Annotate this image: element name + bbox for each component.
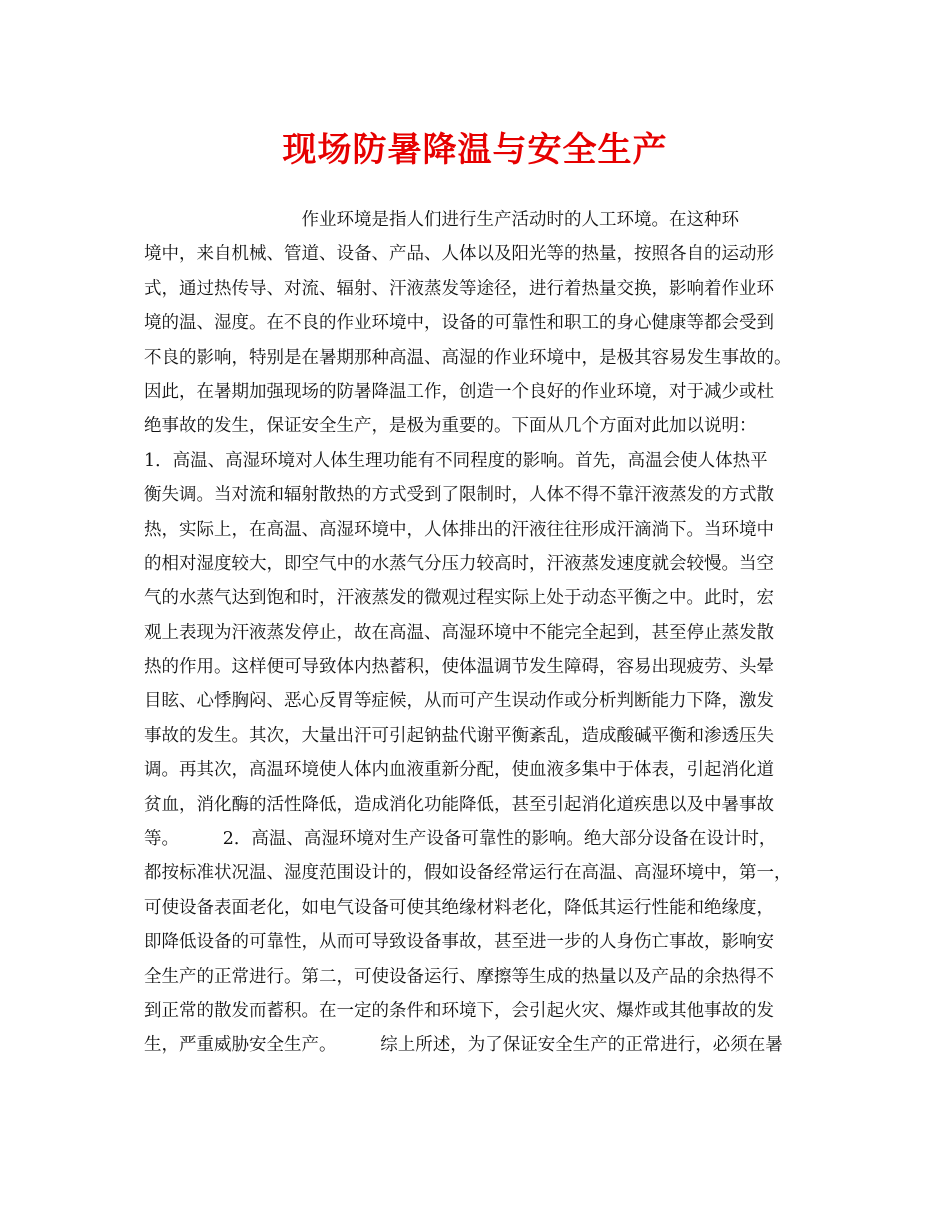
- body-line: 式，通过热传导、对流、辐射、汗液蒸发等途径，进行着热量交换，影响着作业环: [144, 278, 774, 299]
- body-line: 即降低设备的可靠性，从而可导致设备事故，甚至进一步的人身伤亡事故，影响安: [144, 932, 774, 953]
- body-line: 到正常的散发而蓄积。在一定的条件和环境下，会引起火灾、爆炸或其他事故的发: [144, 1000, 774, 1021]
- body-line: 热，实际上，在高温、高湿环境中，人体排出的汗液往往形成汗滴淌下。当环境中: [144, 519, 774, 540]
- body-line: 气的水蒸气达到饱和时，汗液蒸发的微观过程实际上处于动态平衡之中。此时，宏: [144, 588, 774, 609]
- body-line: 全生产的正常进行。第二，可使设备运行、摩擦等生成的热量以及产品的余热得不: [144, 966, 774, 987]
- body-line: 因此，在暑期加强现场的防暑降温工作，创造一个良好的作业环境，对于减少或杜: [144, 381, 774, 402]
- body-line: 衡失调。当对流和辐射散热的方式受到了限制时，人体不得不靠汗液蒸发的方式散: [144, 485, 774, 506]
- body-line: 等。 2．高温、高湿环境对生产设备可靠性的影响。绝大部分设备在设计时，: [144, 829, 777, 850]
- document-title: 现场防暑降温与安全生产: [282, 130, 668, 170]
- body-line: 贫血，消化酶的活性降低，造成消化功能降低，甚至引起消化道疾患以及中暑事故: [144, 794, 774, 815]
- body-line: 可使设备表面老化，如电气设备可使其绝缘材料老化，降低其运行性能和绝缘度，: [144, 897, 774, 918]
- body-line: 不良的影响，特别是在暑期那种高温、高湿的作业环境中，是极其容易发生事故的。: [144, 347, 792, 368]
- document-body: [144, 203, 834, 1063]
- body-line: 的相对湿度较大，即空气中的水蒸气分压力较高时，汗液蒸发速度就会较慢。当空: [144, 553, 774, 574]
- body-line: 目眩、心悸胸闷、恶心反胃等症候，从而可产生误动作或分析判断能力下降，激发: [144, 691, 774, 712]
- body-line: 境中，来自机械、管道、设备、产品、人体以及阳光等的热量，按照各自的运动形: [144, 244, 774, 265]
- body-line: 生，严重威胁安全生产。 综上所述，为了保证安全生产的正常进行，必须在暑: [144, 1035, 783, 1056]
- body-line: 作业环境是指人们进行生产活动时的人工环境。在这种环: [144, 210, 739, 230]
- body-line: 境的温、湿度。在不良的作业环境中，设备的可靠性和职工的身心健康等都会受到: [144, 313, 774, 334]
- body-line: 1．高温、高湿环境对人体生理功能有不同程度的影响。首先，高温会使人体热平: [144, 450, 768, 471]
- body-line: 事故的发生。其次，大量出汗可引起钠盐代谢平衡紊乱，造成酸碱平衡和渗透压失: [144, 725, 774, 746]
- body-line: 调。再其次，高温环境使人体内血液重新分配，使血液多集中于体表，引起消化道: [144, 760, 774, 781]
- body-line: 观上表现为汗液蒸发停止，故在高温、高湿环境中不能完全起到，甚至停止蒸发散: [144, 622, 774, 643]
- body-line: 热的作用。这样便可导致体内热蓄积，使体温调节发生障碍，容易出现疲劳、头晕: [144, 657, 774, 678]
- body-line: 绝事故的发生，保证安全生产，是极为重要的。下面从几个方面对此加以说明：: [144, 416, 757, 437]
- body-line: 都按标准状况温、湿度范围设计的，假如设备经常运行在高温、高湿环境中，第一，: [144, 863, 792, 884]
